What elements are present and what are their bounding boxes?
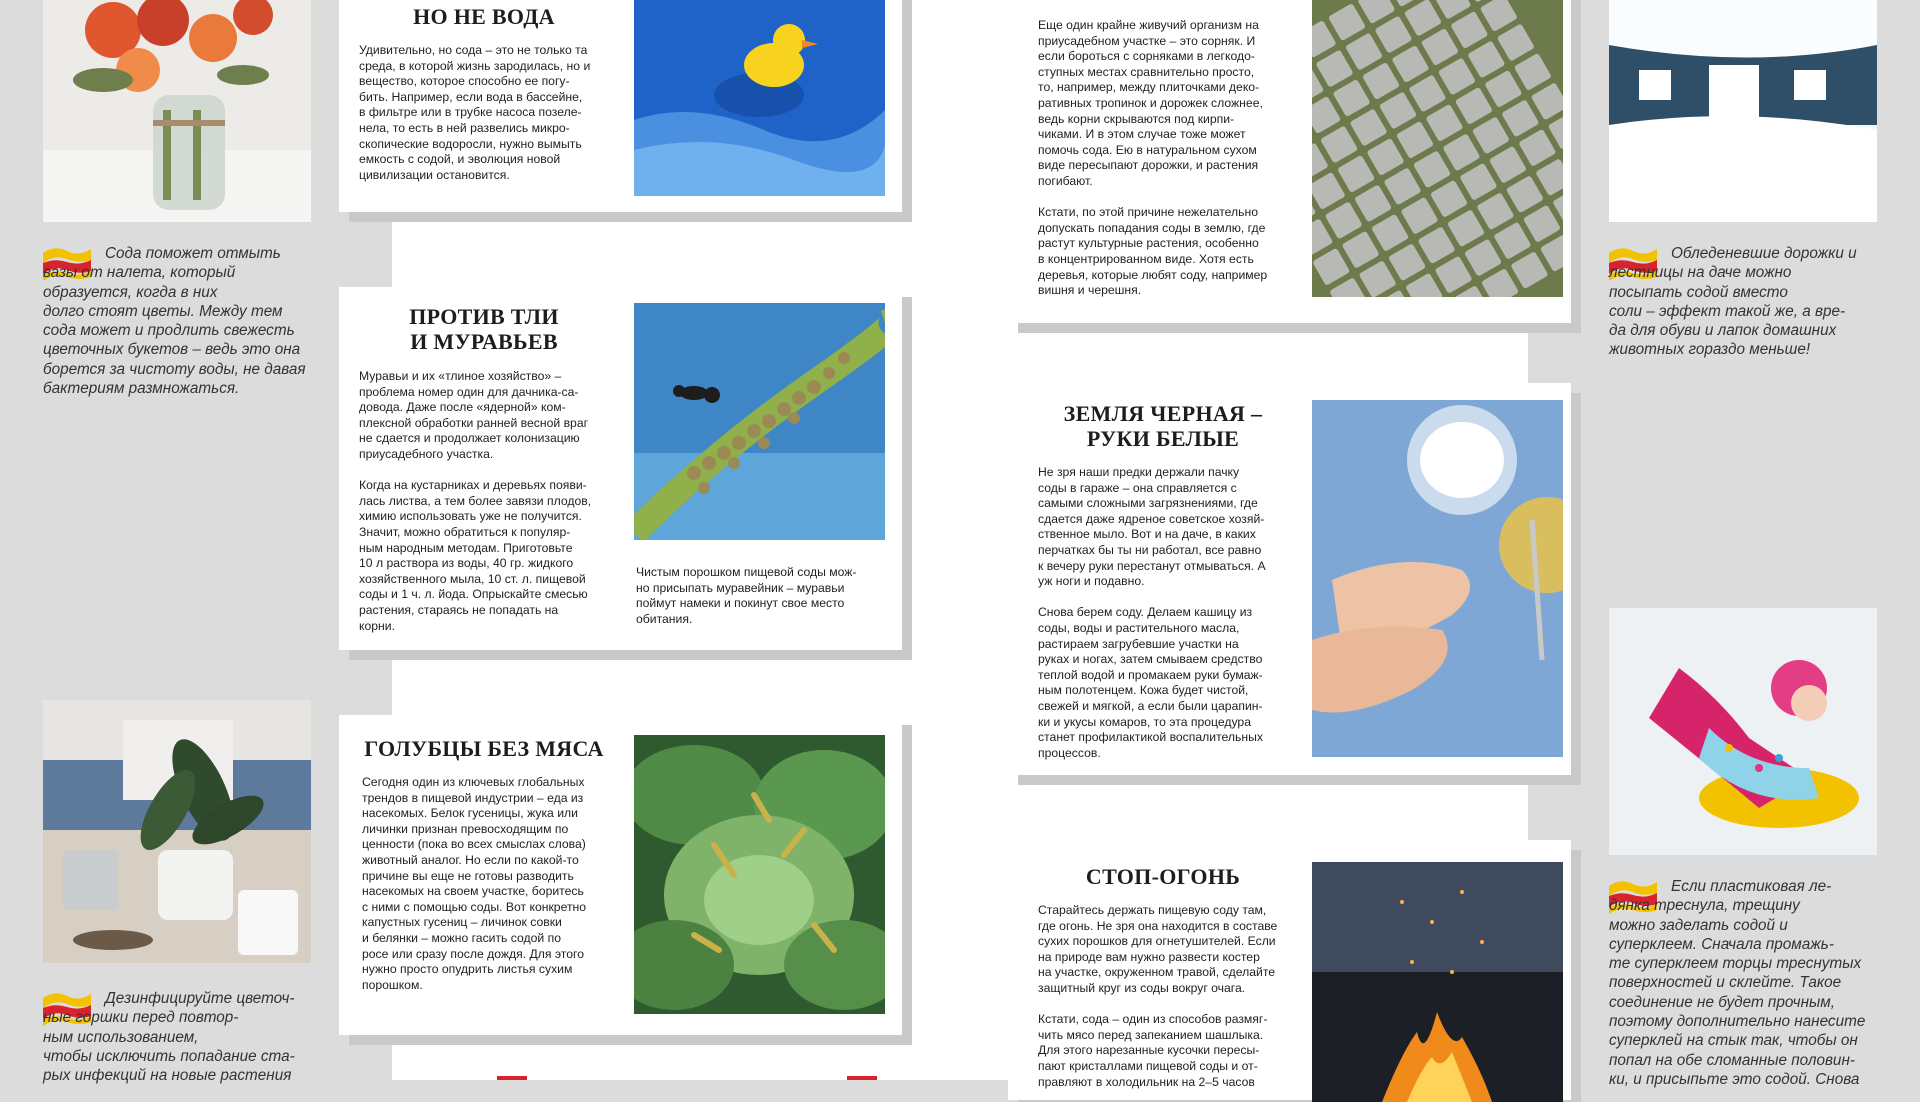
- card-hands-text: Не зря наши предки держали пачку соды в гараже – она справляется с самыми сложными загрязнениями, где сдается даже ядреное советское хозяй- ственное мыло. Вот и на даче, в каких перчатках бы ты ни работал, все равно к вечеру руки перестанут отмываться. А уж ноги и подавно. Снова берем соду. Делаем кашицу из соды, воды и растительного масла, растираем загрубевшие участки на руках и ногах, затем смываем средство теплой водой и промакаем руки бумаж- ным полотенцем. Кожа будет чистой, свежей и мягкой, а если были царапин- ки и укусы комаров, то эта процедура станет профилактикой воспалительных процессов.: [1038, 465, 1266, 760]
- card-hands: [1008, 383, 1571, 775]
- card-water-title: НО НЕ ВОДА: [413, 4, 555, 29]
- card-hands-title: ЗЕМЛЯ ЧЕРНАЯ – РУКИ БЕЛЫЕ: [1063, 401, 1263, 451]
- cabbage-caterpillars-photo: [634, 735, 885, 1014]
- pool-duck-photo: [634, 0, 885, 196]
- vase-tip-text: Сода поможет отмыть вазы от налета, который образуется, когда в них долго стоят цветы. Между тем сода может и продлить свежесть цветочных букетов – ведь это она борется за чистоту воды, не давая бактериям размножаться.: [43, 245, 306, 398]
- campfire-photo: [1312, 862, 1563, 1102]
- aphids-ant-photo: [634, 303, 885, 540]
- child-sled-photo: [1609, 608, 1877, 855]
- card-cabbage-text: Сегодня один из ключевых глобальных трендов в пищевой индустрии – еда из насекомых. Белок гусеницы, жука или личинки признан превосходящим по ценности (пока во всех смыслах слова) животный аналог. Но если по какой-то причине вы еще не готовы разводить насекомых на своем участке, боритесь с ними с помощью соды. Вот конкретно капустных гусениц – личинок совки и белянки – можно гасить содой по росе или сразу после дождя. Для этого нужно просто опудрить листья сухим порошком.: [362, 775, 587, 992]
- card-aphids: [339, 287, 902, 650]
- paving-weeds-photo: [1312, 0, 1563, 297]
- hands-cream-photo: [1312, 400, 1563, 757]
- pots-tip-text: Дезинфицируйте цветоч- ные горшки перед повтор- ным использованием, чтобы исключить попадание ста- рых инфекций на новые растения: [43, 990, 295, 1085]
- card-fire: [1008, 840, 1571, 1100]
- bottom-mark: [497, 1076, 527, 1080]
- card-aphids-text: Муравьи и их «тлиное хозяйство» – проблема номер один для дачника-са- довода. Даже после «ядерной» ком- плексной обработки ранней весной враг не сдается и продолжает колонизацию приусадебного участка. Когда на кустарниках и деревьях появи- лась листва, а тем более завязи плодов, химию использовать уже не получится. Значит, можно обратиться к популяр- ным народным методам. Приготовьте 10 л раствора из воды, 40 гр. жидкого хозяйственного мыла, 10 ст. л. пищевой соды и 1 ч. л. йода. Опрыскайте смесью растения, стараясь не попадать на корни.: [359, 369, 592, 633]
- plant-repotting-photo: [43, 700, 311, 963]
- page-gutter: [912, 0, 1008, 1080]
- sled-tip-text: Если пластиковая ле- дянка треснула, трещину можно заделать содой и суперклеем. Сначала промажь- те суперклеем торцы треснутых поверхностей и склейте. Такое соединение не будет прочным, поэтому дополнительно нанесите суперклей на стык так, чтобы он попал на обе сломанные половин- ки, и присыпьте это содой. Снова: [1609, 878, 1866, 1088]
- snowy-house-photo: [1609, 0, 1877, 222]
- card-water: [339, 0, 902, 212]
- ice-tip-text: Обледеневшие дорожки и лестницы на даче можно посыпать содой вместо соли – эффект такой же, а вре- да для обуви и лапок домашних животных гораздо меньше!: [1609, 245, 1857, 359]
- card-cabbage: [339, 715, 902, 1035]
- card-fire-text: Старайтесь держать пищевую соду там, где огонь. Не зря она находится в составе сухих порошков для огнетушителей. Если на природе вам нужно развести костер на участке, окруженном травой, сделайте защитный круг из соды вокруг очага. Кстати, сода – один из способов размяг- чить мясо перед запеканием шашлыка. Для этого нарезанные кусочки пересы- пают кристаллами пищевой соды и от- правляют в холодильник на 2–5 часов: [1038, 903, 1278, 1089]
- card-weeds-text: Еще один крайне живучий организм на приусадебном участке – это сорняк. И если бороться с сорняками в легкодо- ступных местах сравнительно просто, то, например, между плиточками деко- ративных тропинок и дорожек сложнее, ведь корни скрываются под кирпи- чиками. И в этом случае тоже может помочь сода. Ею в натуральном сухом виде пересыпают дорожки, и растения погибают. Кстати, по этой причине нежелательно допускать попадания соды в землю, где растут культурные растения, особенно в концентрированном виде. Хотя есть деревья, которые любят соду, например вишня и черешня.: [1038, 18, 1268, 298]
- card-water-text: Удивительно, но сода – это не только та среда, в которой жизнь зародилась, но и вещество, которое способно ее погу- бить. Например, если вода в бассейне, в фильтре или в трубке насоса позеле- нела, то есть в ней развелись микро- скопические водоросли, нужно вымыть емкость с содой, и эволюция новой цивилизации остановится.: [359, 43, 591, 182]
- card-aphids-caption: Чистым порошком пищевой соды мож- но присыпать муравейник – муравьи поймут намеки и покинут свое место обитания.: [636, 565, 857, 626]
- card-aphids-title: ПРОТИВ ТЛИ И МУРАВЬЕВ: [409, 304, 559, 354]
- card-fire-title: СТОП-ОГОНЬ: [1085, 864, 1241, 889]
- vase-flowers-photo: [43, 0, 311, 222]
- bottom-mark: [847, 1076, 877, 1080]
- card-weeds: [1008, 0, 1571, 323]
- band-gap: [392, 218, 912, 298]
- card-cabbage-title: ГОЛУБЦЫ БЕЗ МЯСА: [364, 736, 604, 761]
